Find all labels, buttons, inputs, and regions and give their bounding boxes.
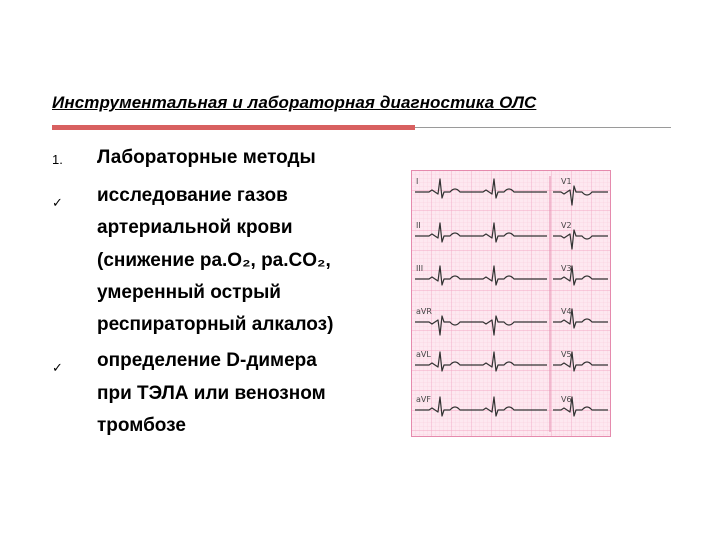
list-item-d-dimer-line-1: определение D-димера <box>97 350 317 371</box>
list-item-blood-gas-line-5: респираторный алкалоз) <box>97 314 334 335</box>
ecg-image <box>411 170 611 437</box>
lead-label-left-1: II <box>416 221 421 230</box>
lead-label-right-5: V6 <box>561 395 572 404</box>
lead-label-right-1: V2 <box>561 221 572 230</box>
ecg-grid <box>411 170 611 437</box>
list-item-blood-gas-line-3: (снижение ра.O₂, ра.CO₂, <box>97 250 331 271</box>
slide-title: Инструментальная и лабораторная диагностика ОЛС <box>52 93 537 112</box>
list-item-d-dimer-line-2: при ТЭЛА или венозном <box>97 383 326 404</box>
lead-label-left-0: I <box>416 177 419 186</box>
list-item-d-dimer-line-3: тромбозе <box>97 415 186 436</box>
lead-label-right-3: V4 <box>561 307 572 316</box>
lead-label-left-4: aVL <box>416 350 431 359</box>
lead-label-right-4: V5 <box>561 350 572 359</box>
list-item-blood-gas-line-4: умеренный острый <box>97 282 281 303</box>
checkmark-icon: ✓ <box>52 195 63 210</box>
lead-label-left-2: III <box>416 264 424 273</box>
list-marker-number: 1. <box>52 152 63 167</box>
lead-label-left-3: aVR <box>416 307 432 316</box>
list-item-lab-methods: Лабораторные методы <box>97 147 316 168</box>
list-item-blood-gas-line-2: артериальной крови <box>97 217 293 238</box>
lead-label-right-2: V3 <box>561 264 572 273</box>
list-item-blood-gas-line-1: исследование газов <box>97 185 288 206</box>
lead-label-left-5: aVF <box>416 395 431 404</box>
title-underline-accent <box>52 125 415 130</box>
checkmark-icon: ✓ <box>52 360 63 375</box>
lead-label-right-0: V1 <box>561 177 572 186</box>
title-underline-rule <box>415 127 671 128</box>
